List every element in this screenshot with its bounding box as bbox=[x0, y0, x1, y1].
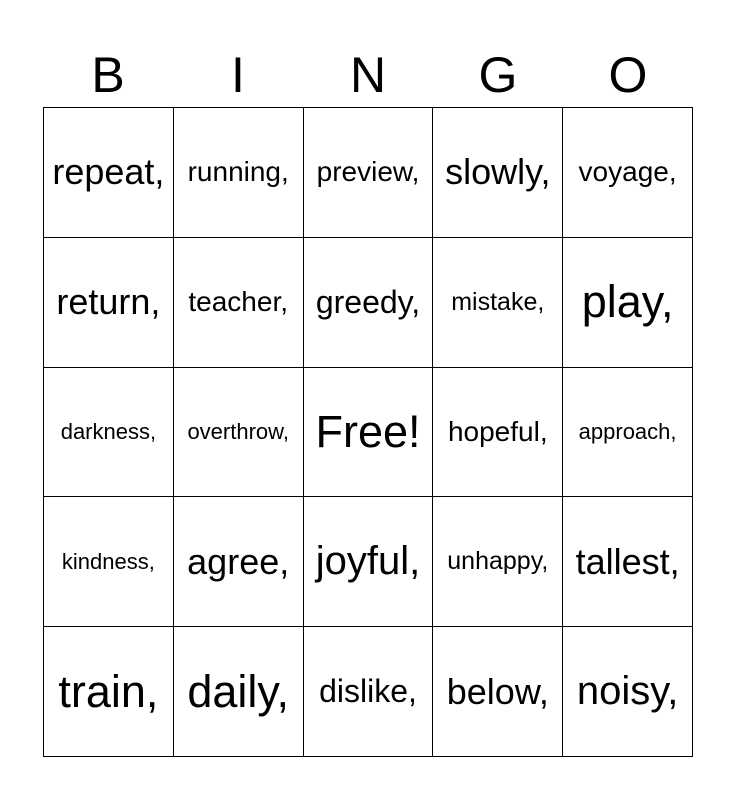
cell-word: repeat, bbox=[52, 151, 165, 193]
bingo-cell-r1-c3[interactable] bbox=[304, 108, 434, 238]
bingo-cell-r5-c2[interactable] bbox=[174, 627, 304, 757]
bingo-cell-r3-c5[interactable] bbox=[563, 368, 693, 498]
cell-word: overthrow, bbox=[187, 418, 289, 444]
header-letter-g: G bbox=[478, 47, 518, 103]
bingo-cell-r4-c5[interactable] bbox=[563, 497, 693, 627]
bingo-cell-r5-c4[interactable] bbox=[433, 627, 563, 757]
bingo-cell-r5-c1[interactable] bbox=[44, 627, 174, 757]
bingo-cell-r4-c2[interactable] bbox=[174, 497, 304, 627]
cell-word: greedy, bbox=[315, 283, 421, 320]
cell-word: tallest, bbox=[575, 540, 680, 582]
cell-word: train, bbox=[58, 665, 159, 717]
cell-word: teacher, bbox=[188, 286, 289, 318]
header-letter-b: B bbox=[91, 47, 125, 103]
bingo-cell-r3-c4[interactable] bbox=[433, 368, 563, 498]
bingo-cell-r1-c1[interactable] bbox=[44, 108, 174, 238]
cell-word: hopeful, bbox=[447, 415, 548, 447]
bingo-cell-r1-c4[interactable] bbox=[433, 108, 563, 238]
free-space-label: Free! bbox=[315, 405, 421, 457]
bingo-cell-r5-c3[interactable] bbox=[304, 627, 434, 757]
cell-word: daily, bbox=[187, 665, 290, 717]
bingo-cell-r5-c5[interactable] bbox=[563, 627, 693, 757]
cell-word: play, bbox=[581, 276, 674, 328]
cell-word: preview, bbox=[316, 156, 420, 188]
bingo-header bbox=[43, 42, 693, 108]
bingo-cell-r1-c5[interactable] bbox=[563, 108, 693, 238]
cell-word: darkness, bbox=[60, 418, 157, 444]
header-letter-o: O bbox=[608, 47, 648, 103]
bingo-cell-r1-c2[interactable] bbox=[174, 108, 304, 238]
cell-word: mistake, bbox=[451, 287, 545, 316]
cell-word: unhappy, bbox=[447, 547, 549, 576]
cell-word: running, bbox=[187, 156, 289, 188]
bingo-cell-r4-c4[interactable] bbox=[433, 497, 563, 627]
bingo-cell-r2-c2[interactable] bbox=[174, 238, 304, 368]
cell-word: approach, bbox=[578, 418, 677, 444]
bingo-cell-r4-c3[interactable] bbox=[304, 497, 434, 627]
cell-word: dislike, bbox=[319, 673, 417, 710]
cell-word: voyage, bbox=[578, 156, 677, 188]
cell-word: joyful, bbox=[315, 539, 421, 584]
bingo-cell-r2-c5[interactable] bbox=[563, 238, 693, 368]
cell-word: kindness, bbox=[61, 548, 155, 574]
header-letter-n: N bbox=[349, 47, 387, 103]
bingo-cell-r3-c2[interactable] bbox=[174, 368, 304, 498]
bingo-cell-r2-c4[interactable] bbox=[433, 238, 563, 368]
bingo-cell-r4-c1[interactable] bbox=[44, 497, 174, 627]
bingo-cell-r3-c1[interactable] bbox=[44, 368, 174, 498]
cell-word: return, bbox=[56, 281, 161, 323]
bingo-board bbox=[43, 107, 693, 757]
cell-word: noisy, bbox=[576, 669, 679, 714]
bingo-cell-free-space[interactable] bbox=[304, 368, 434, 498]
cell-word: below, bbox=[446, 670, 549, 712]
bingo-cell-r2-c3[interactable] bbox=[304, 238, 434, 368]
cell-word: agree, bbox=[187, 540, 290, 582]
header-letter-i: I bbox=[231, 47, 245, 103]
cell-word: slowly, bbox=[445, 151, 551, 193]
bingo-cell-r2-c1[interactable] bbox=[44, 238, 174, 368]
